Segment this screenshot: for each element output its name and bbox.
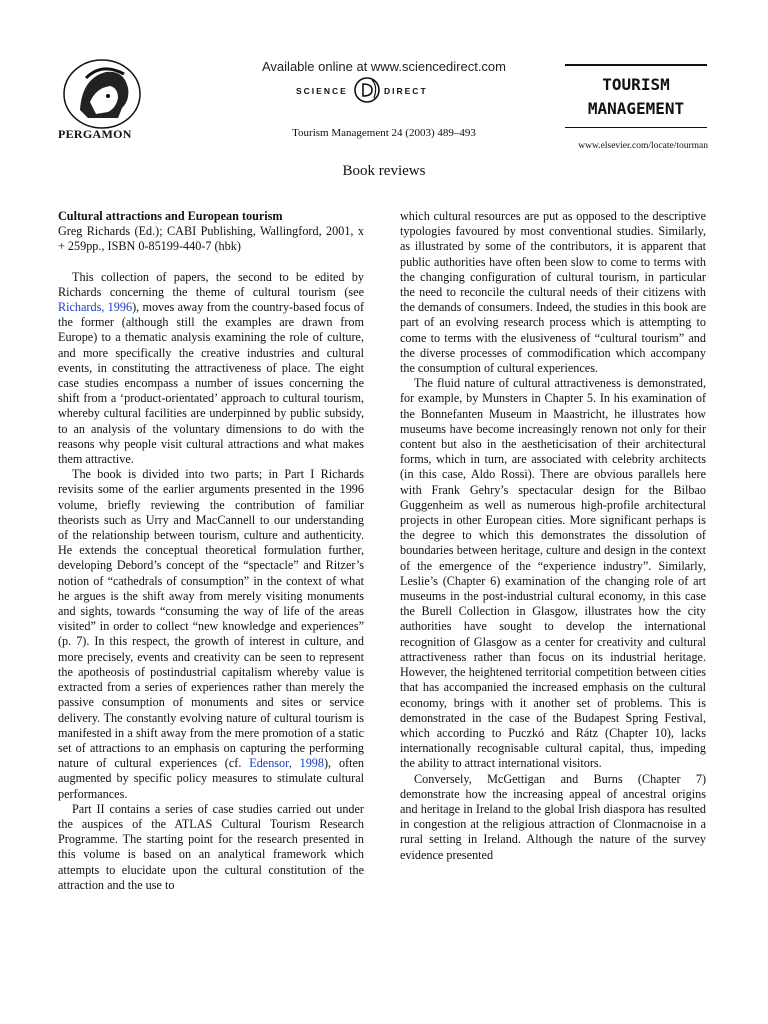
journal-title bbox=[565, 73, 707, 121]
sd-science-text: SCIENCE bbox=[296, 86, 348, 96]
journal-citation: Tourism Management 24 (2003) 489–493 bbox=[292, 127, 476, 139]
review-title: Cultural attractions and European tourism bbox=[58, 209, 283, 223]
right-paragraph-3: Conversely, McGettigan and Burns (Chapter 7) demonstrate how the increasing appeal of ancestral origins and heritage in Ireland to the global Irish diaspora has resulted in congestion at the religious attraction of Clonmacnoise in a rural setting in Ireland. Although the nature of the survey evidence presented bbox=[400, 771, 706, 862]
sciencedirect-d-icon bbox=[352, 76, 382, 104]
available-online-text: Available online at www.sciencedirect.com bbox=[262, 59, 506, 74]
left-paragraph-3: Part II contains a series of case studies carried out under the auspices of the ATLAS Cultural Tourism Research Programme. The starting point for the research presented in this volume is based on an analytical framework which attempts to elucidate upon the cultural constitution of the attraction and the use to bbox=[58, 801, 364, 892]
reference-link-richards-1996[interactable]: Richards, 1996 bbox=[58, 300, 133, 315]
left-paragraph-1 bbox=[58, 270, 364, 468]
sciencedirect-logo bbox=[286, 76, 470, 104]
reference-link-edensor-1998[interactable]: Edensor, 1998 bbox=[249, 756, 324, 771]
journal-title-line2: MANAGEMENT bbox=[587, 99, 685, 118]
journal-title-line1: TOURISM bbox=[602, 75, 670, 94]
text-run: ), often augmented by specific policy measures to stimulate cultural performances. bbox=[58, 756, 364, 801]
journal-rule-bottom bbox=[565, 127, 707, 128]
sd-direct-text: DIRECT bbox=[384, 86, 428, 96]
text-run: ), moves away from the country-based focus of the former (although still the examples are drawn from Europe) to a thematic analysis examining the role of culture, and more specifically the creative industries and cultural events, in constituting the attractiveness of place. The eight case studies encompass a number of issues concerning the shift from a ‘product-orientated’ approach to cultural tourism, whereby cultural facilities are underpinned by public subsidy, to an analysis of the voluntary dimensions to do with the reasons why people visit cultural attractions and what makes them attractive. bbox=[58, 300, 365, 467]
left-paragraph-2 bbox=[58, 467, 364, 801]
spacer bbox=[58, 255, 364, 270]
text-run: The book is divided into two parts; in Part I Richards revisits some of the earlier arguments presented in the 1996 volume, briefly reviewing the contribution of familiar theorists such as Urry and MacCannell to our understanding of the relationship between tourism, culture and authenticity. He extends the conceptual theoretical formulation further, developing Debord’s concept of the “spectacle” and Ritzer’s notion of “cathedrals of consumption” in the context of what he argues is the shift away from merely visiting monuments and sights, towards “consuming the way of life of the areas visited” in order to collect “new knowledge and experiences” (p. 7). In this respect, the growth of interest in culture, and more precisely, events and creativity can be seen to represent the apotheosis of postindustrial capitalism whereby value is extracted from a series of experiences rather than merely the passive consumption of monuments and sites or service delivery. The constantly evolving nature of cultural tourism is manifested in a shift away from the mere promotion of a static set of attractions to an emphasis on capturing the performing nature of cultural experiences (cf. bbox=[58, 467, 364, 771]
text-run: This collection of papers, the second to be edited by Richards concerning the theme of cultural tourism (see bbox=[58, 269, 364, 299]
journal-url: www.elsevier.com/locate/tourman bbox=[578, 141, 708, 151]
journal-rule-top bbox=[565, 64, 707, 66]
section-title: Book reviews bbox=[342, 163, 426, 179]
right-paragraph-2: The fluid nature of cultural attractiveness is demonstrated, for example, by Munsters in Chapter 5. In his examination of the Bonnefanten Museum in Maastricht, he illustrates how museums have become increasingly renown not only for their content but also in the aestheticisation of their architectural forms, which in turn, are associated with celebrity architects (in this case, Aldo Rossi). There are obvious parallels here with Frank Gehry’s spectacular design for the Bilbao Guggenheim as well as numerous high-profile architectural projects in other European cities. More significant perhaps is the degree to which this demonstrates the dissolution of boundaries between heritage, culture and design in the context of the emergence of the “experience industry”. Similarly, Leslie’s (Chapter 6) examination of the changing role of art museums in the post-industrial cultural economy, in this case the Burell Collection in Glasgow, illustrates how the city authorities have sought to develop the international recognition of Glasgow as a center for creativity and cultural attractiveness rather than focus on its industrial heritage. However, the heightened territorial competition between cities that has accompanied the increased emphasis on the cultural economy, brings with it another set of problems. This is demonstrated in the case of the Budapest Spring Festival, which according to Puczkó and Rátz (Chapter 10), lacks internationally recognisable cultural capital, thus, impeding the ability to attract international visitors. bbox=[400, 376, 706, 771]
left-column bbox=[58, 209, 364, 893]
page-header bbox=[0, 0, 768, 200]
publisher-name: PERGAMON bbox=[58, 127, 132, 141]
right-column bbox=[400, 209, 706, 863]
review-bibliography: Greg Richards (Ed.); CABI Publishing, Wallingford, 2001, x + 259pp., ISBN 0-85199-440-7 (hbk) bbox=[58, 224, 364, 254]
right-paragraph-1: which cultural resources are put as opposed to the descriptive typologies favoured by most conventional studies. Similarly, as illustrated by some of the contributors, it is apparent that public authorities have often been slow to come to terms with the changing configuration of cultural tourism, in particular the need to reconcile the cultural needs of their citizens with the demands of consumers. Indeed, the studies in this book are part of an evolving research process which is attempting to come to terms with the elusiveness of “cultural tourism” and the diverse processes of commodification which accompany the consumption of cultural experiences. bbox=[400, 209, 706, 376]
